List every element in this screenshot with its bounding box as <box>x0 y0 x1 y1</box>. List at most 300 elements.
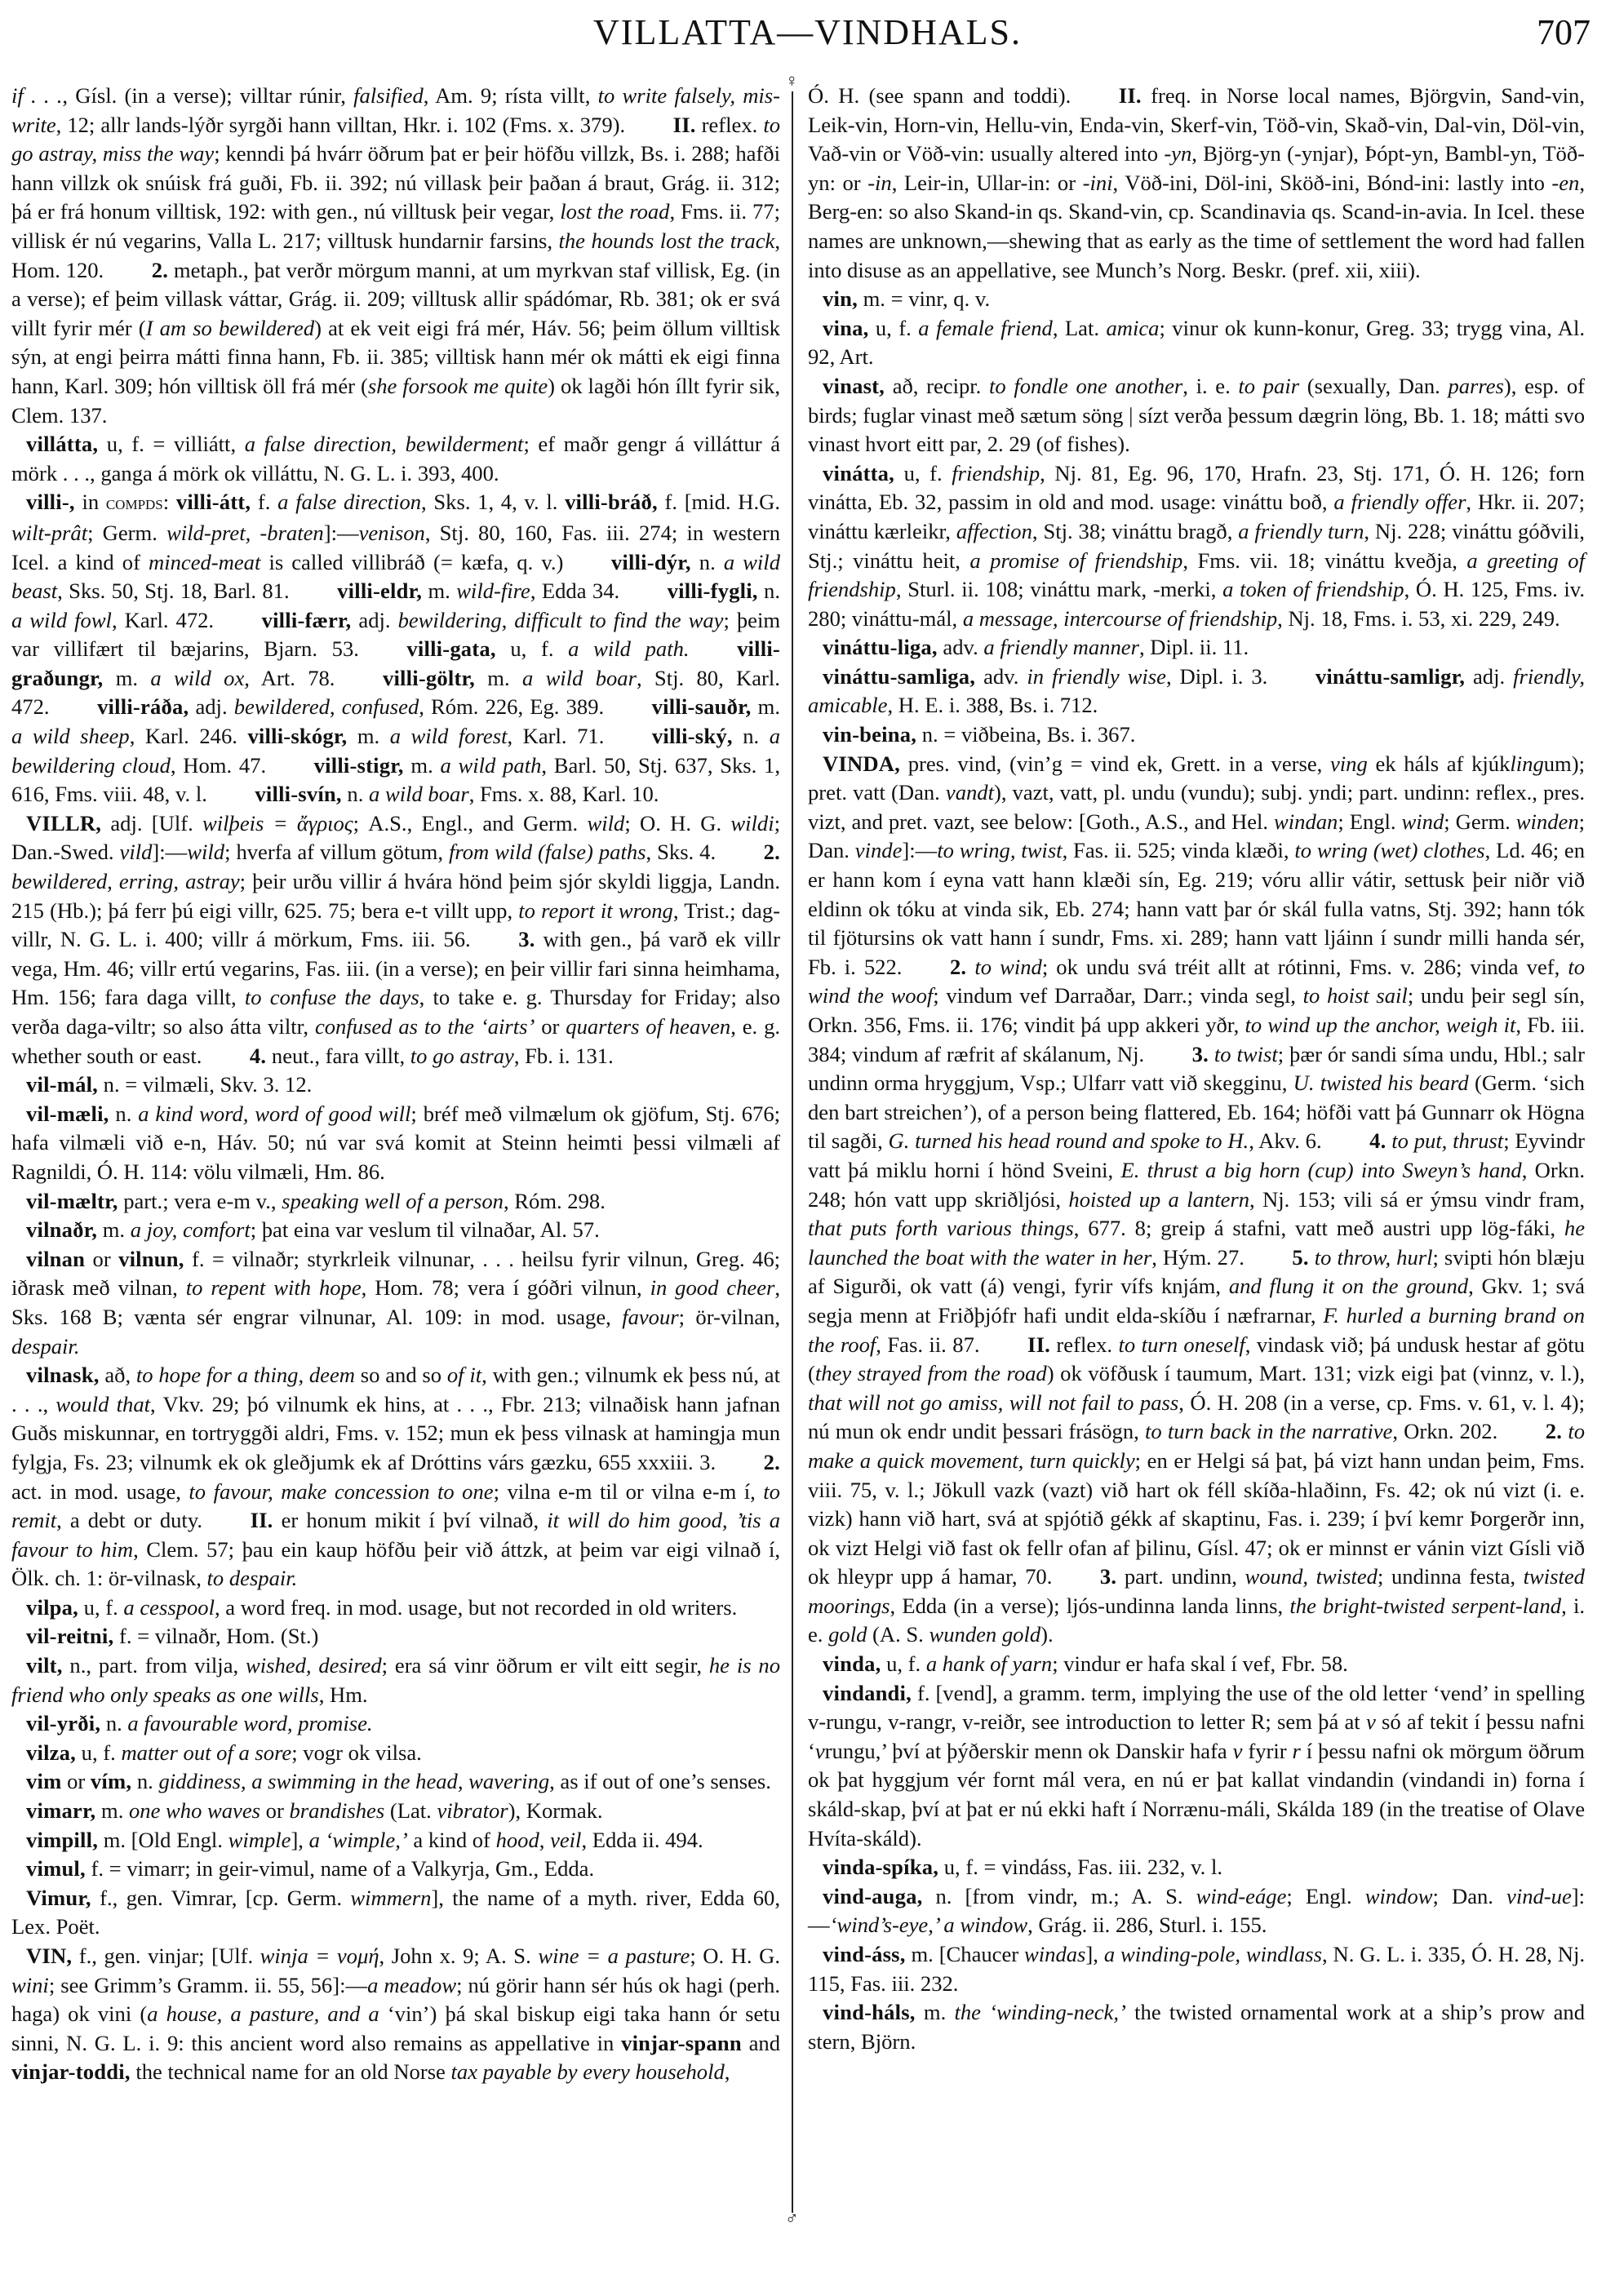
gloss-italic: a house, a pasture, and a <box>147 2001 379 2027</box>
dictionary-entry <box>808 1998 1585 2056</box>
entry-text: pres. vind, (vin’g = vind ek, Grett. in a verse, <box>900 751 1330 776</box>
entry-text: ; see Grimm’s Gramm. ii. 55, 56]:— <box>48 1972 368 1997</box>
entry-text: , Fas. ii. 87. <box>876 1332 980 1357</box>
dictionary-entry <box>11 1622 780 1651</box>
gloss-italic: to twist <box>1213 1041 1278 1066</box>
gloss-italic: wild-pret, -braten <box>166 520 324 545</box>
entry-text: part. undinn, <box>1116 1564 1245 1589</box>
gloss-italic: a wild boar <box>369 782 469 807</box>
gloss-italic: to repent with hope <box>185 1275 362 1301</box>
entry-text: , Hým. 27. <box>1151 1244 1245 1270</box>
gloss-italic: a message, intercourse of friendship <box>962 605 1278 631</box>
gloss-italic: the bright-twisted serpent-land <box>1289 1593 1562 1618</box>
gloss-italic: a wild forest <box>389 724 508 749</box>
entry-text: , Hom. 47. <box>170 752 267 778</box>
gloss-italic: a favourable word, promise. <box>127 1711 373 1736</box>
entry-text: u, f. <box>495 636 569 662</box>
entry-text: , Lat. <box>1052 315 1107 340</box>
entry-text: , Karl. 472. <box>111 607 215 632</box>
headword: vináttu-samliga, <box>823 663 976 689</box>
entry-text: , Ó. H. 208 (in a verse, cp. Fms. v. 61, v. l. 4); nú mun ok endr undit þessari frásögn, <box>808 1390 1585 1444</box>
gloss-italic: a wild boar <box>521 665 637 690</box>
entry-text: reflex. <box>695 112 764 137</box>
entry-text: Ó. H. (see spann and toddi). <box>808 83 1071 108</box>
entry-text <box>966 955 974 979</box>
entry-text: , Stj. 38; vináttu bragð, <box>1032 518 1239 543</box>
entry-text: n. = vilmæli, Skv. 3. 12. <box>98 1072 313 1097</box>
entry-text: , 12; allr lands-lýðr syrgði hann villtan, Hkr. i. 102 (Fms. x. 379). <box>55 112 626 137</box>
gloss-italic: to throw, hurl <box>1314 1244 1433 1270</box>
entry-text: and <box>741 2030 780 2055</box>
gloss-italic: in good cheer <box>650 1275 775 1301</box>
entry-text: ]:— <box>902 838 938 863</box>
entry-text: , Am. 9; rísta villt, <box>423 83 598 108</box>
gloss-italic: wild <box>187 840 225 865</box>
entry-text: the technical name for an old Norse <box>130 2059 451 2085</box>
gloss-italic: to go astray, miss the way <box>11 112 780 166</box>
entry-text: , Barl. 50, Stj. 637, Sks. 1, 616, Fms. viii. 48, v. l. <box>11 752 780 807</box>
gloss-italic: a joy, comfort <box>130 1217 251 1243</box>
dictionary-entry <box>808 750 1585 1650</box>
gloss-italic: to wind the woof <box>808 954 1586 1008</box>
entry-text: or <box>260 1798 290 1824</box>
gloss-italic: favour <box>622 1304 679 1329</box>
gloss-italic: r <box>1292 1738 1301 1763</box>
entry-text: ; þeir urðu villir á hvára hönd þeim sjór skyldi liggja, Landn. 215 (Hb.); þá ferr þú eigi villr, 625. 75; bera e-t villt upp, <box>11 869 780 923</box>
entry-text: ; vinur ok kunn-konur, Greg. 33; trygg vina, Al. 92, Art. <box>808 315 1585 370</box>
dictionary-entry <box>11 430 780 488</box>
entry-text: part.; vera e-m v., <box>118 1188 282 1213</box>
entry-text <box>1309 1245 1315 1270</box>
entry-text: rungu,’ því at þýðerskir menn ok Danskir hafa <box>824 1738 1233 1763</box>
entry-text: , Hom. 78; vera í góðri vilnun, <box>361 1275 650 1301</box>
entry-text: er honum mikit í því vilnað, <box>273 1508 548 1533</box>
gloss-italic: in friendly wise <box>1027 663 1166 689</box>
gloss-italic: that puts forth various things <box>808 1216 1074 1241</box>
gloss-italic: would that <box>55 1391 151 1416</box>
headword: vilt, <box>26 1653 63 1678</box>
entry-text: neut., fara villt, <box>266 1043 410 1068</box>
entry-text: f., gen. Vimrar, [cp. Germ. <box>91 1885 351 1910</box>
gloss-italic: he launched the boat with the water in her <box>808 1216 1585 1270</box>
entry-text: ; undu þeir segl sín, Orkn. 356, Fms. ii. 176; vindit þá upp akkeri yðr, <box>808 983 1585 1037</box>
headword: vind-áss, <box>823 1942 906 1966</box>
entry-text <box>1209 1042 1214 1066</box>
entry-text: f. <box>251 490 278 515</box>
gloss-italic: twisted moorings <box>808 1564 1585 1618</box>
entry-text: m. <box>97 1217 131 1243</box>
entry-text: ]:— <box>323 520 359 545</box>
sense-number: 2. <box>1545 1419 1563 1444</box>
gloss-italic: to go astray <box>410 1043 514 1068</box>
headword: vinda-spíka, <box>823 1855 939 1880</box>
entry-text: n. <box>341 782 370 807</box>
entry-text: , Sks. 1, 4, v. l. <box>421 490 566 515</box>
entry-text: , Edda ii. 494. <box>581 1827 703 1852</box>
dictionary-entry <box>808 1882 1585 1940</box>
gloss-italic: a false direction, bewilderment <box>244 432 524 457</box>
sense-number: II. <box>1027 1332 1050 1357</box>
gloss-italic: -en <box>1551 170 1580 195</box>
gloss-italic: a friendly manner <box>983 635 1139 660</box>
sense-number: II. <box>250 1508 273 1533</box>
gloss-italic: v <box>814 1738 825 1763</box>
gloss-italic: bewildered, erring, astray <box>11 869 240 894</box>
entry-text: , Sks. 4. <box>646 840 717 865</box>
entry-text: ; vindur er hafa skal í vef, Fbr. 58. <box>1052 1651 1348 1677</box>
dictionary-entry <box>808 82 1585 285</box>
entry-text: n. <box>690 549 724 574</box>
divider-ornament-top-icon: ♀ <box>785 70 799 91</box>
entry-text: ; undinna festa, <box>1377 1564 1524 1589</box>
gloss-italic: v <box>1365 1709 1376 1735</box>
gloss-italic: to turn oneself <box>1118 1332 1245 1357</box>
entry-text: , Leir-in, Ullar-in: or <box>891 170 1083 195</box>
gloss-italic: a meadow <box>367 1972 457 1997</box>
gloss-italic: to favour, make concession to one <box>189 1478 494 1504</box>
gloss-italic: U. twisted his beard <box>1293 1070 1469 1096</box>
headword: vil-reitni, <box>26 1624 114 1649</box>
headword: VILLR, <box>26 810 102 836</box>
dictionary-entry <box>808 314 1585 372</box>
entry-text: , Grág. ii. 286, Sturl. i. 155. <box>1027 1913 1267 1938</box>
gloss-italic: it will do him good, ’tis a favour to him <box>11 1508 780 1562</box>
headword: vinátta, <box>823 460 895 485</box>
sense-number: 2. <box>151 257 169 282</box>
dictionary-entry <box>11 1884 780 1942</box>
entry-text: , Róm. 226, Eg. 389. <box>419 694 605 720</box>
gloss-italic: a bewildering cloud <box>11 724 780 778</box>
gloss-italic: from wild (false) paths <box>448 840 646 865</box>
entry-text: n. <box>732 724 770 749</box>
gloss-italic: wilþeis = ἄγριος <box>202 810 353 836</box>
sub-headword: villi-færr, <box>261 607 352 632</box>
small-caps-label: compds <box>105 493 163 515</box>
gloss-italic: to make a quick movement, turn quickly <box>808 1419 1585 1473</box>
entry-text: um); pret. vatt (Dan. <box>808 751 1585 805</box>
entry-text: ; O. H. G. <box>624 810 731 836</box>
headword: vinjar-toddi, <box>11 2059 131 2085</box>
gloss-italic: a wild sheep <box>11 724 130 749</box>
headword: vimpill, <box>26 1827 99 1852</box>
headword: vilnan <box>26 1246 86 1271</box>
headword: vinda, <box>823 1651 881 1677</box>
entry-text: , Fms. x. 88, Karl. 10. <box>468 782 659 807</box>
gloss-italic: to turn back in the narrative <box>1145 1419 1393 1444</box>
entry-text: , Dipl. ii. 11. <box>1138 635 1249 660</box>
headword: vina, <box>823 315 869 340</box>
sub-headword: villi-göltr, <box>382 665 475 690</box>
gloss-italic: vibrator <box>437 1798 508 1824</box>
headword: villi-átt, <box>175 490 251 515</box>
entry-text: ; vindum vef Darraðar, Darr.; vinda segl, <box>933 983 1303 1008</box>
entry-text: u, f. <box>881 1651 926 1677</box>
gloss-italic: a friendly turn <box>1238 518 1364 543</box>
entry-text: (Lat. <box>384 1798 437 1824</box>
headword: vindandi, <box>823 1680 912 1705</box>
entry-text: , Stj. 80, 160, Fas. iii. 274; in western Icel. a kind of <box>11 520 781 574</box>
headword: vimarr, <box>26 1798 96 1824</box>
entry-text: ; Dan. <box>808 809 1586 863</box>
entry-text: freq. in Norse local names, Björgvin, Sand-vin, Leik-vin, Horn-vin, Hellu-vin, Enda-vin, Skerf-vin, Töð-vin, Skað-vin, Dal-vin, Döl-vin, Vað-vin or Vöð-vin: usually altered into <box>808 83 1585 166</box>
gloss-italic: to wring (wet) clothes <box>1294 838 1485 863</box>
gloss-italic: a wild ox <box>150 665 245 690</box>
entry-text: adv. <box>975 663 1027 689</box>
entry-text: or <box>535 1014 566 1039</box>
entry-text: ; svipti hón blæju af Sigurði, ok vatt (á) vengi, fyrir vífs knjám, <box>808 1244 1585 1299</box>
headword: vil-mæli, <box>26 1101 109 1126</box>
right-column <box>808 82 1585 2056</box>
entry-text: ; Engl. <box>1286 1883 1365 1908</box>
gloss-italic: speaking well of a person <box>282 1188 504 1213</box>
entry-text: , Hkr. ii. 207; vináttu kærleikr, <box>808 490 1585 543</box>
entry-text: f., gen. vinjar; [Ulf. <box>72 1944 260 1968</box>
sense-number: II. <box>672 112 696 137</box>
entry-text: ]:— <box>152 840 188 865</box>
gloss-italic: they strayed from the road <box>814 1361 1047 1386</box>
headword: vind-auga, <box>823 1883 923 1908</box>
dictionary-entry <box>11 1709 780 1739</box>
entry-text: , Berg-en: so also Skand-in qs. Skand-vin, cp. Scandinavia qs. Scand-in-avia. In Icel. these names are unknown,—shewing that as early as the time of settlement the word had fallen into disuse as an appellative, see Munch’s Norg. Beskr. (pref. xii, xiii). <box>808 170 1586 282</box>
gloss-italic: a female friend <box>918 315 1053 340</box>
dictionary-entry <box>11 1739 780 1768</box>
sub-headword: villi-dýr, <box>610 549 691 574</box>
gloss-italic: a wild fowl <box>11 607 112 632</box>
dictionary-entry <box>11 1100 780 1187</box>
gloss-italic: F. hurled a burning brand on the roof <box>808 1302 1585 1357</box>
entry-text: , Róm. 298. <box>503 1188 606 1213</box>
gloss-italic: he is no friend who only speaks as one wills <box>11 1653 780 1707</box>
gloss-italic: bewildering, difficult to find the way <box>397 607 724 632</box>
entry-text: m. <box>403 752 441 778</box>
entry-text: with gen., þá varð ek villr vega, Hm. 46; villr ertú vegarins, Fas. iii. (in a verse); en þeir villir fari sinna heimhama, Hm. 156; fara daga villt, <box>11 927 781 1010</box>
dictionary-entry <box>808 663 1585 720</box>
gloss-italic: venison <box>358 520 425 545</box>
entry-text: , Edda 34. <box>530 578 620 604</box>
gloss-italic: wind <box>1401 809 1444 834</box>
dictionary-entry <box>11 1361 780 1593</box>
entry-text: is called villibráð (= kæfa, q. v.) <box>260 549 564 574</box>
sense-number: 3. <box>518 927 535 952</box>
gloss-italic: -in <box>867 170 892 195</box>
entry-text: ; Dan.-Swed. <box>11 810 780 865</box>
gloss-italic: window <box>1364 1883 1433 1908</box>
entry-text: act. in mod. usage, <box>11 1478 189 1504</box>
entry-text: n., part. from vilja, <box>62 1653 246 1678</box>
entry-text: , i. e. <box>1182 373 1239 398</box>
gloss-italic: a token of friendship <box>1222 577 1404 602</box>
sub-headword: villi-graðungr, <box>11 636 780 690</box>
entry-text: að, <box>99 1363 136 1388</box>
entry-text: , with gen.; vilnumk ek þess nú, at . . ., <box>11 1363 781 1416</box>
entry-text: adj. <box>351 607 398 632</box>
headword: vinjar-spann <box>621 2030 742 2055</box>
gloss-italic: wind-eáge <box>1196 1883 1287 1908</box>
gloss-italic: ving <box>1329 751 1368 776</box>
entry-text: , Nj. 18, Fms. i. 53, xi. 229, 249. <box>1277 605 1560 631</box>
entry-text: , Orkn. 202. <box>1392 1419 1498 1444</box>
gloss-italic: a kind word, word of good will <box>138 1101 411 1126</box>
entry-text: ; bréf með vilmælum ok gjöfum, Stj. 676; hafa vilmæli við e-n, Háv. 50; nú var svá komit at Steinn heimti þessi vilmæli af Ragnildi, Ó. H. 114: völu vilmæli, Hm. 86. <box>11 1101 780 1184</box>
sub-headword: vináttu-samligr, <box>1315 663 1466 689</box>
gloss-italic: one who waves <box>129 1798 261 1824</box>
page-header <box>0 11 1615 60</box>
dictionary-entry <box>808 1940 1585 1998</box>
sense-number: 5. <box>1292 1244 1309 1270</box>
gloss-italic: a ‘wimple,’ <box>308 1827 408 1852</box>
entry-text: n. <box>109 1101 139 1126</box>
headword: vind-háls, <box>823 2000 916 2025</box>
gloss-italic: friendship <box>952 460 1040 485</box>
headword: vim <box>26 1769 62 1794</box>
entry-text: ; O. H. G. <box>690 1944 781 1968</box>
entry-text: , Fb. i. 131. <box>513 1043 614 1068</box>
entry-text: ; þeim var villifært til bæjarins, Bjarn. 53. <box>11 607 781 662</box>
gloss-italic: the hounds lost the track <box>558 228 775 253</box>
gloss-italic: matter out of a sore <box>121 1740 292 1765</box>
entry-text: , Fas. ii. 525; vinda klæði, <box>1062 838 1295 863</box>
gloss-italic: vind-ue <box>1506 1883 1572 1908</box>
entry-text: í þessu nafni ok mörgum öðrum ok þat hyggjum vér fornt mál vera, en nú er þat kallat vindandin (vindandi in) forna í skáld-skap, því at þat er nú ekki haft í Norrænu-máli, Skálda 189 (in the treatise of Olave Hvíta-skáld). <box>808 1738 1585 1851</box>
entry-text: ; Eyvindr vatt þá miklu horni í hönd Sveini, <box>808 1128 1586 1182</box>
entry-text: , a word freq. in mod. usage, but not recorded in old writers. <box>214 1594 738 1620</box>
dictionary-entry <box>808 720 1585 750</box>
entry-text: ) ok vöfðusk í taumum, Mart. 131; vizk eigi þat (vinnz, v. l.), <box>1046 1361 1585 1386</box>
gloss-italic: wimmern <box>350 1885 432 1910</box>
sub-headword: villi-ráða, <box>97 694 189 720</box>
gloss-italic: that will not go amiss, will not fail to pass <box>808 1390 1179 1415</box>
sub-headword: villi-fygli, <box>667 578 758 604</box>
gloss-italic: falsified <box>353 83 424 108</box>
headword: vin, <box>823 286 858 312</box>
entry-text: , Fms. ii. 77; villisk ér nú vegarins, Valla L. 217; villtusk hundarnir farsins, <box>11 199 780 253</box>
gloss-italic: -ini <box>1082 170 1113 195</box>
entry-text: só af tekit í þessu nafni ‘ <box>808 1709 1585 1763</box>
entry-text: , Stj. 80, Karl. 472. <box>11 665 780 720</box>
gloss-italic: brandishes <box>289 1798 385 1824</box>
entry-text: , Ld. 46; en er hann kom í eyna vatt hann klæði sín, Eg. 219; vóru allir vátir, settusk þeir niðr við eldinn ok tóku at vinda sik, Eb. 274; hann vatt þar ór skál fulla vatns, Stj. 392; hann tók til fjötursins ok vatt hann í sundr, Fms. xi. 289; hann vatt ljáinn í sundr milli handa sér, Fb. i. 522. <box>808 838 1586 979</box>
entry-text: so and so <box>355 1363 447 1388</box>
gloss-italic: a greeting of friendship <box>808 547 1585 602</box>
gloss-italic: a promise of friendship <box>969 547 1183 573</box>
entry-text: or <box>85 1246 119 1271</box>
entry-text: ) ok lagði hón íllt fyrir sik, Clem. 137. <box>11 373 780 428</box>
entry-text: , Fms. vii. 18; vináttu kveðja, <box>1182 547 1467 573</box>
entry-text: u, f. <box>78 1594 124 1620</box>
entry-text: , Akv. 6. <box>1249 1128 1322 1154</box>
gloss-italic: giddiness, a swimming in the head, wavering <box>158 1769 550 1794</box>
headword: VIN, <box>26 1944 73 1968</box>
entry-text: , Clem. 57; þau ein kaup höfðu þeir við áttzk, at þeim var eigi vilnað í, Ölk. ch. 1: ör-vilnask, <box>11 1536 780 1591</box>
entry-text: n. <box>757 578 780 604</box>
entry-text: , Ó. H. 125, Fms. iv. 280; vináttu-mál, <box>808 577 1586 631</box>
entry-text: m. [Chaucer <box>905 1942 1025 1966</box>
headword: vimul, <box>26 1856 86 1882</box>
entry-text: ), esp. of birds; fuglar vinast með sætum söng | sízt verða þessum dægrin löng, Bb. 1. 18; mátti svo vinast hvort eitt par, 2. 29 (of fishes). <box>808 373 1585 457</box>
entry-text: adv. <box>937 635 984 660</box>
dictionary-entry <box>11 1216 780 1245</box>
entry-text: fyrir <box>1242 1738 1293 1763</box>
headword: vil-yrði, <box>26 1711 101 1736</box>
entry-text: ; Germ. <box>1444 809 1516 834</box>
entry-text: ], the name of a myth. river, Edda 60, Lex. Poët. <box>11 1885 780 1939</box>
entry-text: , Trist.; dag-villr, N. G. L. i. 400; villr á mörkum, Fms. iii. 56. <box>11 898 780 952</box>
dictionary-entry <box>11 1797 780 1826</box>
gloss-italic: wine = a pasture <box>538 1944 690 1968</box>
entry-text: u, f. = vindáss, Fas. iii. 232, v. l. <box>938 1855 1223 1880</box>
entry-text: f. [mid. H.G. <box>657 490 780 515</box>
gloss-italic: ‘wind’s-eye,’ a window <box>829 1913 1028 1938</box>
entry-text: ). <box>1040 1622 1054 1647</box>
dictionary-entry <box>11 82 780 430</box>
gloss-italic: wild <box>587 810 625 836</box>
gloss-italic: wildi <box>730 810 774 836</box>
entry-text: n. <box>131 1769 159 1794</box>
entry-text: ], <box>1085 1942 1104 1966</box>
entry-text: , Gísl. (in a verse); villtar rúnir, <box>62 83 354 108</box>
dictionary-entry <box>808 372 1585 459</box>
sense-number: 4. <box>1369 1128 1387 1154</box>
gloss-italic: wilt-prât <box>11 520 88 545</box>
gloss-italic: to confuse the days <box>244 985 419 1010</box>
gloss-italic: to wind <box>974 954 1042 979</box>
page-number: 707 <box>1537 12 1591 52</box>
entry-text: the twisted ornamental work at a ship’s prow and stern, Björn. <box>808 2000 1585 2054</box>
entry-text: ) at ek veit eigi frá mér, Háv. 56; þeim öllum villtisk sýn, at engi þeirra mátti finna hann, Fb. ii. 385; villtisk hann mér ok mátti ek eigi finna hann, Karl. 309; hón villtisk öll frá mér ( <box>11 315 780 398</box>
gloss-italic: E. thrust a big horn (cup) into Sweyn’s hand <box>1120 1157 1522 1182</box>
gloss-italic: to remit <box>11 1478 780 1533</box>
entry-text: : <box>162 490 176 515</box>
entry-text: (A. S. <box>867 1622 930 1647</box>
column-divider <box>792 91 793 2213</box>
entry-text: , John x. 9; A. S. <box>379 1944 539 1968</box>
entry-text: m. <box>915 2000 955 2025</box>
dictionary-entry <box>11 1187 780 1217</box>
sub-headword: villi-ský, <box>651 724 733 749</box>
dictionary-entry <box>808 1650 1585 1679</box>
gloss-italic: to despair. <box>206 1566 298 1591</box>
sub-headword: villi-sauðr, <box>651 694 752 720</box>
sense-number: 2. <box>763 840 780 865</box>
entry-text: in <box>74 490 106 515</box>
gloss-italic: wound, twisted <box>1245 1564 1378 1589</box>
dictionary-entry <box>11 1245 780 1361</box>
running-title: VILLATTA—VINDHALS. <box>593 12 1022 52</box>
entry-text: f. [vend], a gramm. term, implying the use of the old letter ‘vend’ in spelling v-rungu, v-rangr, v-reiðr, see introduction to letter R; sem þá at <box>808 1680 1585 1735</box>
gloss-italic: she forsook me quite <box>367 373 548 398</box>
headword: villi-bráð, <box>565 490 658 515</box>
gloss-italic: -yn <box>1164 141 1192 166</box>
entry-text: , Björg-yn (-ynjar), Þópt-yn, Bambl-yn, Töð-yn: or <box>808 141 1585 195</box>
entry-text: , Sks. 168 B; vænta sér engrar vilnunar, Al. 109: in mod. usage, <box>11 1275 781 1329</box>
dictionary-entry <box>808 633 1585 663</box>
gloss-italic: a wild path. <box>568 636 690 662</box>
entry-text: ; era sá vinr öðrum er vilt eitt segir, <box>381 1653 709 1678</box>
gloss-italic: a wild beast <box>11 549 780 604</box>
dictionary-entry <box>11 1593 780 1623</box>
gloss-italic: amica <box>1106 315 1160 340</box>
entry-text: n. <box>100 1711 128 1736</box>
entry-text: reflex. <box>1049 1332 1119 1357</box>
sub-headword: villi-stigr, <box>313 752 404 778</box>
headword: vinast, <box>823 373 885 398</box>
sense-number: 2. <box>763 1449 780 1474</box>
dictionary-entry <box>11 1070 780 1100</box>
divider-ornament-bottom-icon: ♂ <box>785 2208 799 2228</box>
entry-text: , as if out of one’s senses. <box>549 1769 771 1794</box>
entry-text: f. = vilnaðr, Hom. (St.) <box>113 1624 319 1649</box>
entry-text: metaph., þat verðr mörgum manni, at um myrkvan staf villisk, Eg. (in a verse); ef þeim villask váttar, Grág. ii. 209; villtusk allir spádómar, Rb. 381; ok er svá villt fyrir mér ( <box>11 257 780 340</box>
